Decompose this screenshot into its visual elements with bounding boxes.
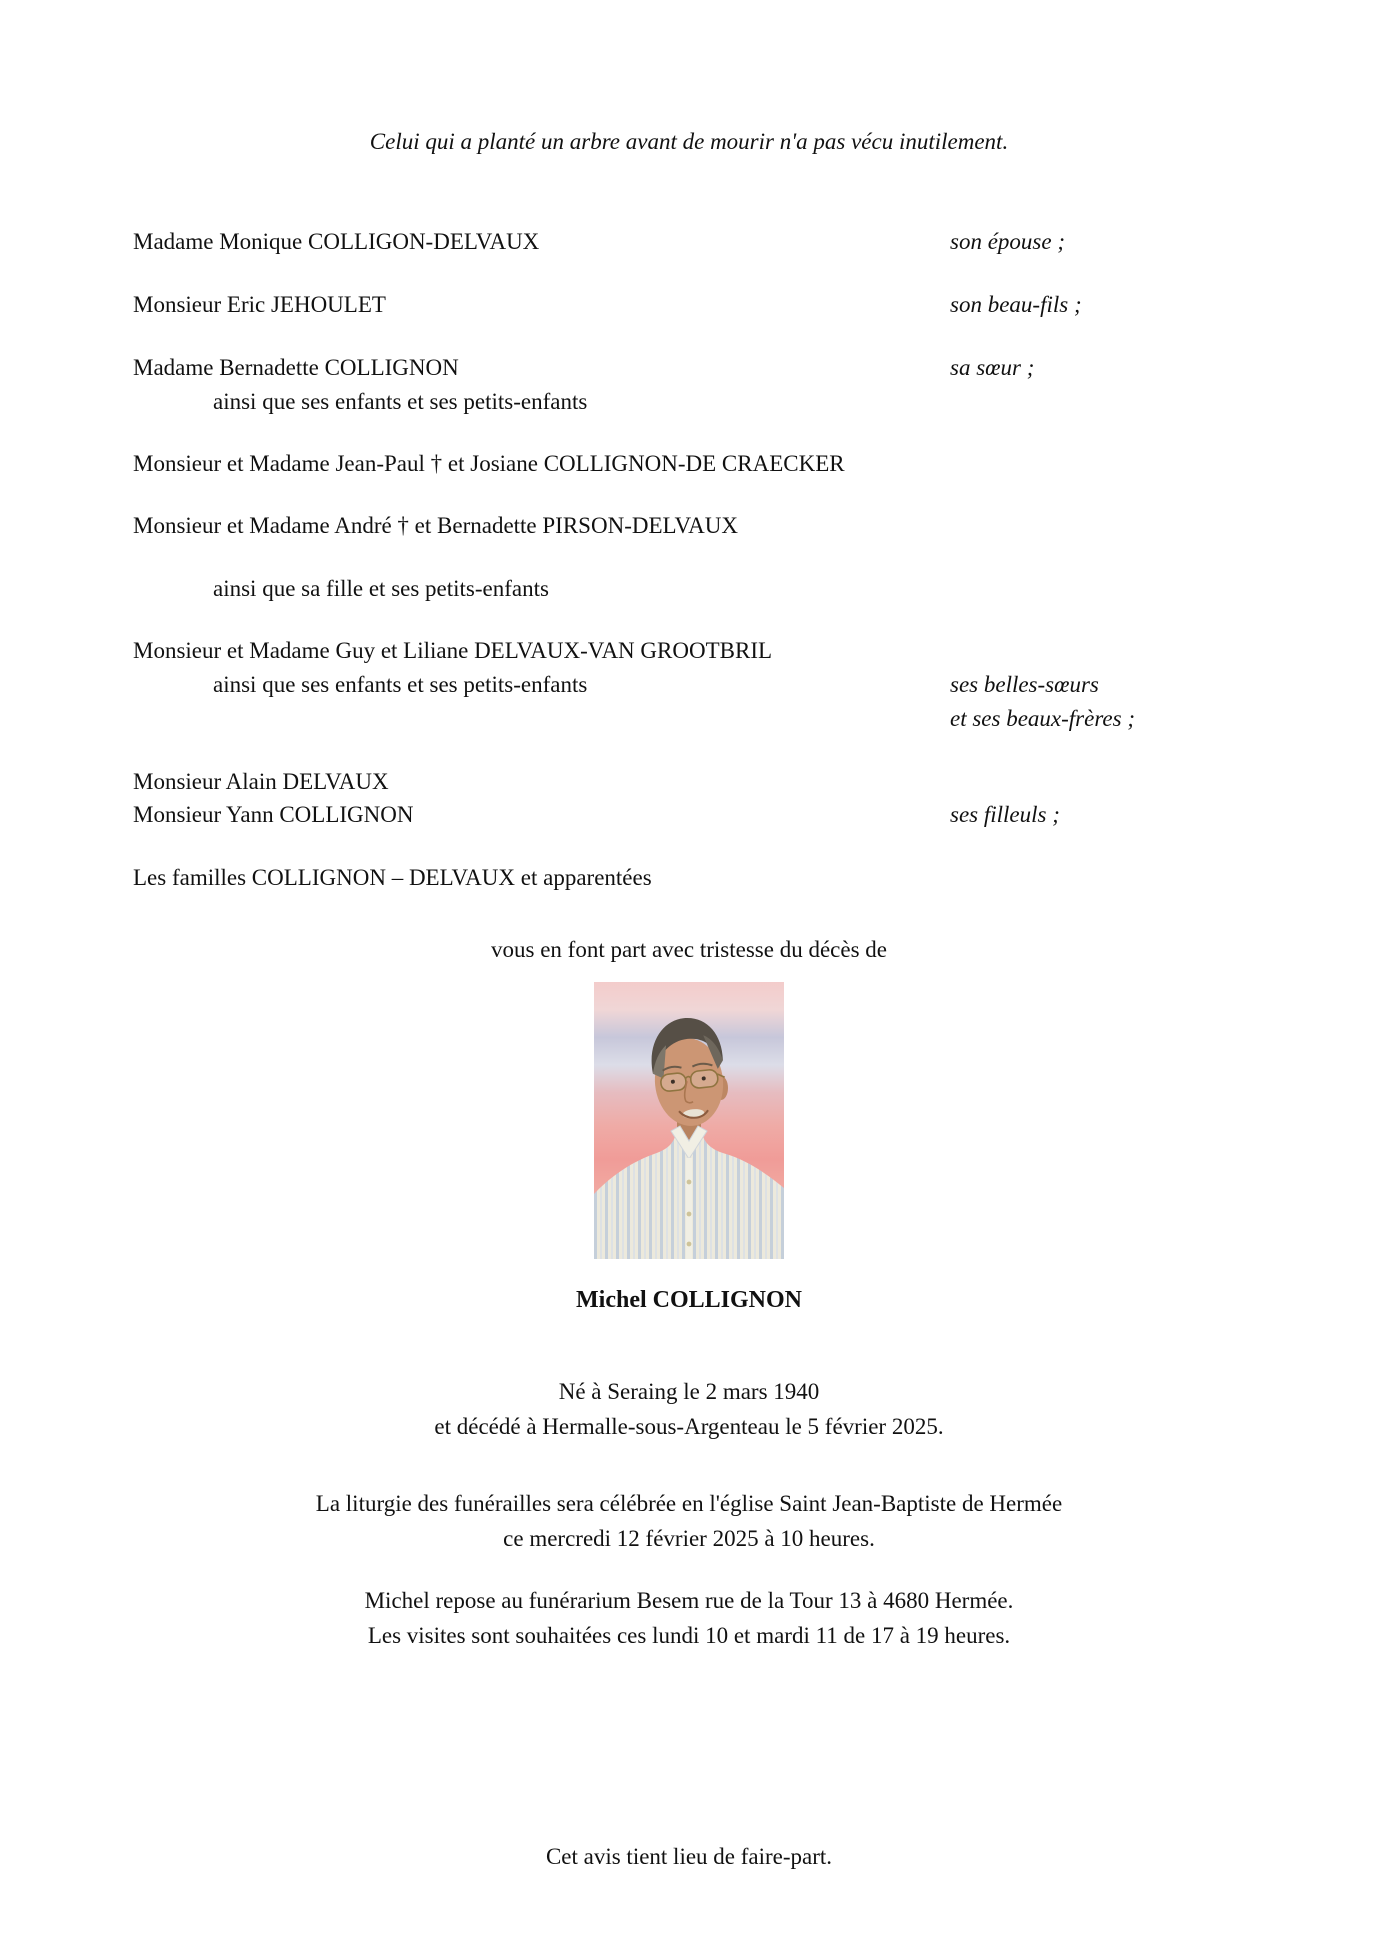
family-member-name: Monsieur et Madame André † et Bernadette PIRSON-DELVAUX [133, 513, 738, 538]
family-member-name: Monsieur Yann COLLIGNON [133, 802, 414, 827]
ceremony-line-1: La liturgie des funérailles sera célébrée en l'église Saint Jean-Baptiste de Hermée [315, 1491, 1063, 1516]
family-sub-line: ainsi que sa fille et ses petits-enfants [213, 576, 549, 601]
relation-label: et ses beaux-frères ; [950, 706, 1135, 731]
family-member-name: Madame Bernadette COLLIGNON [133, 355, 459, 380]
death-line: et décédé à Hermalle-sous-Argenteau le 5 février 2025. [434, 1414, 944, 1439]
family-member-name: Monsieur Alain DELVAUX [133, 769, 389, 794]
family-member-name: Monsieur et Madame Guy et Liliane DELVAUX-VAN GROOTBRIL [133, 638, 773, 663]
family-sub-line: ainsi que ses enfants et ses petits-enfants [213, 672, 588, 697]
relation-label: ses belles-sœurs [950, 672, 1099, 697]
relation-label: son beau-fils ; [950, 292, 1082, 317]
birth-line: Né à Seraing le 2 mars 1940 [558, 1379, 820, 1404]
portrait-photo [594, 982, 784, 1259]
family-member-name: Madame Monique COLLIGON-DELVAUX [133, 229, 540, 254]
repose-line-2: Les visites sont souhaitées ces lundi 10 et mardi 11 de 17 à 19 heures. [367, 1623, 1011, 1648]
ceremony-line-2: ce mercredi 12 février 2025 à 10 heures. [503, 1526, 875, 1551]
family-member-name: Monsieur et Madame Jean-Paul † et Josiane COLLIGNON-DE CRAECKER [133, 451, 845, 476]
relation-label: ses filleuls ; [950, 802, 1060, 827]
footer-note: Cet avis tient lieu de faire-part. [545, 1844, 833, 1869]
opening-quote: Celui qui a planté un arbre avant de mourir n'a pas vécu inutilement. [369, 129, 1009, 154]
relation-label: son épouse ; [950, 229, 1065, 254]
deceased-name: Michel COLLIGNON [576, 1287, 802, 1313]
family-sub-line: ainsi que ses enfants et ses petits-enfants [213, 389, 588, 414]
repose-line-1: Michel repose au funérarium Besem rue de la Tour 13 à 4680 Hermée. [364, 1588, 1014, 1613]
family-member-name: Monsieur Eric JEHOULET [133, 292, 386, 317]
announcement-line: vous en font part avec tristesse du décès de [491, 937, 887, 962]
relation-label: sa sœur ; [950, 355, 1035, 380]
family-member-name: Les familles COLLIGNON – DELVAUX et apparentées [133, 865, 652, 890]
